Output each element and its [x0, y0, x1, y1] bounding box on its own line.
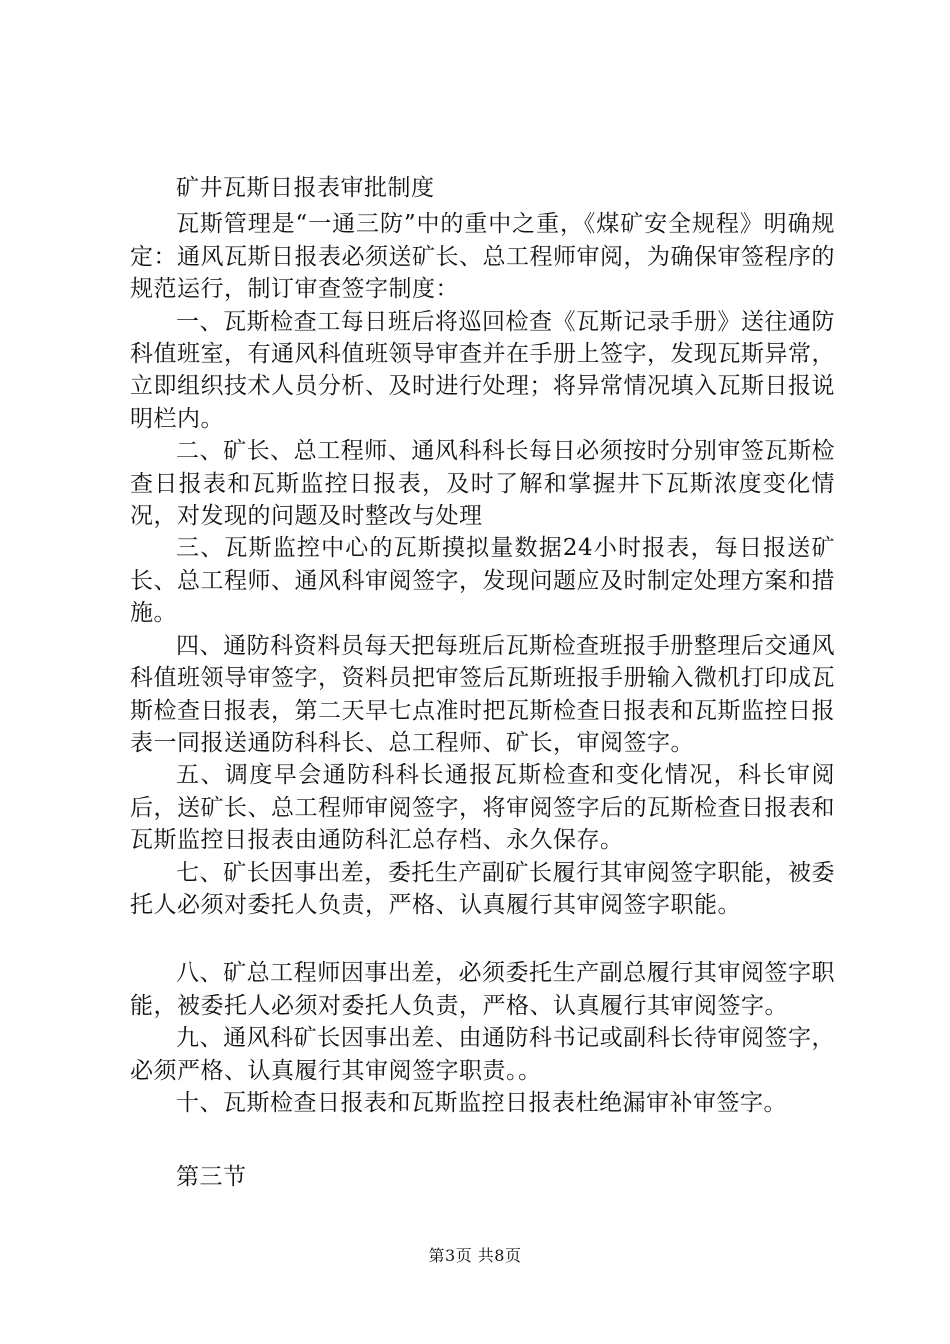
paragraph-item-3: 三、瓦斯监控中心的瓦斯摸拟量数据24小时报表，每日报送矿长、总工程师、通风科审阅签字，发现问题应及时制定处理方案和措施。 — [130, 535, 835, 627]
paragraph-item-2: 二、矿长、总工程师、通风科科长每日必须按时分别审签瓦斯检查日报表和瓦斯监控日报表，及时了解和掌握井下瓦斯浓度变化情况，对发现的问题及时整改与处理 — [130, 438, 835, 530]
paragraph-item-10: 十、瓦斯检查日报表和瓦斯监控日报表杜绝漏审补审签字。 — [176, 1089, 787, 1116]
section-heading: 第三节 — [176, 1164, 247, 1191]
paragraph-item-9: 九、通风科矿长因事出差、由通防科书记或副科长待审阅签字，必须严格、认真履行其审阅签字职责。。 — [130, 1025, 835, 1084]
paragraph-item-5: 五、调度早会通防科科长通报瓦斯检查和变化情况，科长审阅后，送矿长、总工程师审阅签字，将审阅签字后的瓦斯检查日报表和瓦斯监控日报表由通防科汇总存档、永久保存。 — [130, 762, 835, 854]
paragraph-item-7: 七、矿长因事出差，委托生产副矿长履行其审阅签字职能，被委托人必须对委托人负责，严格、认真履行其审阅签字职能。 — [130, 859, 835, 918]
page-footer — [0, 1243, 950, 1266]
page-indicator: 第3页 共8页 — [428, 1246, 522, 1265]
paragraph-item-1: 一、瓦斯检查工每日班后将巡回检查《瓦斯记录手册》送往通防科值班室，有通风科值班领导审查并在手册上签字，发现瓦斯异常，立即组织技术人员分析、及时进行处理；将异常情况填入瓦斯日报说明栏内。 — [130, 308, 835, 432]
paragraph-item-4: 四、通防科资料员每天把每班后瓦斯检查班报手册整理后交通风科值班领导审签字，资料员把审签后瓦斯班报手册输入微机打印成瓦斯检查日报表，第二天早七点准时把瓦斯检查日报表和瓦斯监控日报表一同报送通防科科长、总工程师、矿长，审阅签字。 — [130, 632, 835, 756]
document-body — [130, 172, 835, 1194]
intro-paragraph: 瓦斯管理是“一通三防”中的重中之重，《煤矿安全规程》明确规定：通风瓦斯日报表必须送矿长、总工程师审阅，为确保审签程序的规范运行，制订审查签字制度： — [130, 211, 835, 303]
paragraph-item-8: 八、矿总工程师因事出差，必须委托生产副总履行其审阅签字职能，被委托人必须对委托人负责，严格、认真履行其审阅签字。 — [130, 960, 835, 1019]
document-title: 矿井瓦斯日报表审批制度 — [176, 175, 435, 201]
